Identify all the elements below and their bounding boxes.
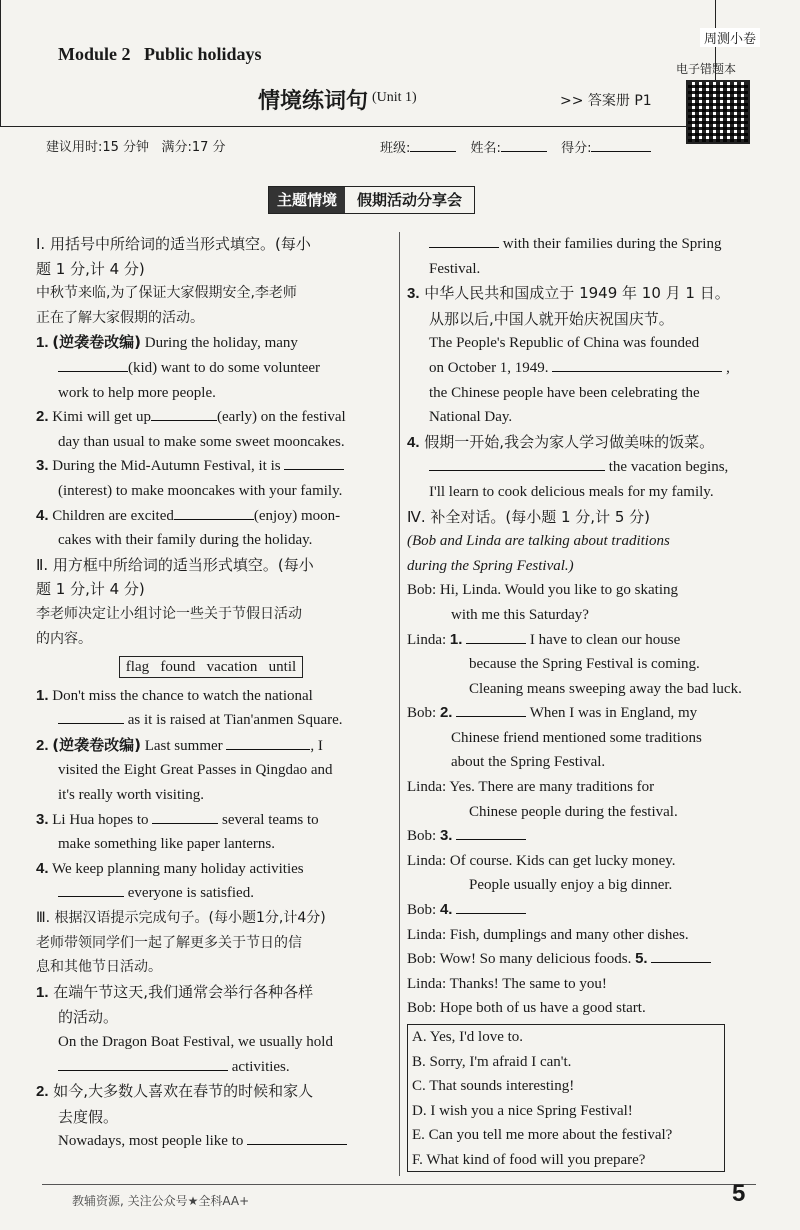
question-3-1: 1. 在端午节这天,我们通常会举行各种各样 xyxy=(36,982,314,1001)
option-e: E. Can you tell me more about the festival? xyxy=(412,1127,673,1144)
question-3-4: 4. 假期一开始,我会为家人学习做美味的饭菜。 xyxy=(407,432,715,451)
question-2-1b: as it is raised at Tian'anmen Square. xyxy=(36,708,386,733)
answer-blank[interactable] xyxy=(552,356,722,372)
section4-title: Ⅳ. 补全对话。(每小题 1 分,计 5 分) xyxy=(407,507,651,526)
answer-blank[interactable] xyxy=(151,405,217,421)
answer-blank[interactable] xyxy=(58,356,128,372)
question-1-1c: work to help more people. xyxy=(58,384,216,401)
dialog-line: Cleaning means sweeping away the bad luck. xyxy=(469,680,742,697)
question-2-2c: it's really worth visiting. xyxy=(58,787,205,804)
section1-intro: 中秋节来临,为了保证大家假期安全,李老师 xyxy=(36,285,297,302)
question-1-3b: (interest) to make mooncakes with your family. xyxy=(58,482,343,499)
option-d: D. I wish you a nice Spring Festival! xyxy=(412,1102,633,1119)
answer-blank[interactable] xyxy=(58,881,124,897)
question-3-1b: 的活动。 xyxy=(58,1008,119,1027)
answer-blank[interactable] xyxy=(247,1129,347,1145)
dialog-line: Linda: 1. I have to clean our house xyxy=(407,628,759,653)
dialog-line: because the Spring Festival is coming. xyxy=(469,656,700,673)
question-2-1: 1. Don't miss the chance to watch the national xyxy=(36,686,313,704)
answer-ref: >> 答案册 P1 xyxy=(560,93,652,109)
dialog-line: Bob: 4. xyxy=(407,898,759,923)
section1-title2: 题 1 分,计 4 分) xyxy=(36,259,145,278)
answer-blank[interactable] xyxy=(226,734,310,750)
section2-title2: 题 1 分,计 4 分) xyxy=(36,580,145,599)
dialog-line: Bob: 2. When I was in England, my xyxy=(407,701,759,726)
left-column xyxy=(36,232,386,1154)
question-3-3f: National Day. xyxy=(429,409,513,426)
answer-blank[interactable] xyxy=(456,701,526,717)
class-label: 班级: 姓名: 得分: xyxy=(380,136,651,156)
corner-tag: 周测小卷 xyxy=(700,28,760,47)
question-3-3b: 从那以后,中国人就开始庆祝国庆节。 xyxy=(429,309,674,328)
dialog-line: Chinese friend mentioned some traditions xyxy=(451,729,702,746)
section4-intro: (Bob and Linda are talking about traditions xyxy=(407,533,670,550)
section3-intro: 老师带领同学们一起了解更多关于节日的信 xyxy=(36,934,302,951)
word-box: flag found vacation until xyxy=(36,655,386,680)
options-box xyxy=(407,1024,725,1172)
section2-intro2: 的内容。 xyxy=(36,630,92,647)
question-2-3: 3. Li Hua hopes to several teams to xyxy=(36,808,386,833)
section3-intro2: 息和其他节日活动。 xyxy=(36,959,162,976)
theme-tag: 主题情境 xyxy=(269,187,345,213)
question-3-2d: with their families during the Spring xyxy=(407,232,759,257)
question-1-2b: day than usual to make some sweet mooncakes. xyxy=(58,433,345,450)
module-title: Module 2 Public holidays xyxy=(58,44,262,64)
page-number: 5 xyxy=(732,1180,746,1207)
column-divider xyxy=(399,232,400,1176)
answer-blank[interactable] xyxy=(456,898,526,914)
question-3-2: 2. 如今,大多数人喜欢在春节的时候和家人 xyxy=(36,1082,314,1101)
dialog-line: Chinese people during the festival. xyxy=(469,803,678,820)
section1-intro2: 正在了解大家假期的活动。 xyxy=(36,309,204,326)
question-1-1: 1. (逆袭卷改编) During the holiday, many xyxy=(36,333,298,352)
question-2-3b: make something like paper lanterns. xyxy=(58,836,276,853)
dialog-line: Bob: Hope both of us have a good start. xyxy=(407,1000,646,1017)
question-3-2b: 去度假。 xyxy=(58,1107,119,1126)
question-2-4: 4. We keep planning many holiday activities xyxy=(36,859,304,877)
footer-text: 教辅资源, 关注公众号★全科AA+ xyxy=(72,1194,250,1208)
question-3-4c: I'll learn to cook delicious meals for my family. xyxy=(429,483,714,500)
answer-blank[interactable] xyxy=(429,455,605,471)
question-3-2c: Nowadays, most people like to xyxy=(36,1129,386,1154)
header-unit: (Unit 1) xyxy=(372,90,417,105)
header-title: 情境练词句 xyxy=(258,89,369,114)
dialog-line: Bob: Hi, Linda. Would you like to go skating xyxy=(407,582,679,599)
option-b: B. Sorry, I'm afraid I can't. xyxy=(412,1053,572,1070)
dialog-line: Bob: 3. xyxy=(407,824,759,849)
dialog-line: Linda: Fish, dumplings and many other dishes. xyxy=(407,926,689,943)
right-column xyxy=(407,232,759,1021)
dialog-line: Linda: Thanks! The same to you! xyxy=(407,975,607,992)
question-3-1d: activities. xyxy=(36,1055,386,1080)
question-2-4b: everyone is satisfied. xyxy=(36,881,386,906)
question-2-2: 2. (逆袭卷改编) Last summer , I xyxy=(36,735,323,754)
answer-blank[interactable] xyxy=(58,1055,228,1071)
dialog-line: Linda: Yes. There are many traditions for xyxy=(407,779,655,796)
answer-blank[interactable] xyxy=(174,504,254,520)
dialog-line: Bob: Wow! So many delicious foods. 5. xyxy=(407,947,759,972)
question-2-2b: visited the Eight Great Passes in Qingdao and xyxy=(58,762,333,779)
option-c: C. That sounds interesting! xyxy=(412,1078,575,1095)
answer-blank[interactable] xyxy=(456,824,526,840)
option-f: F. What kind of food will you prepare? xyxy=(412,1151,646,1168)
answer-blank[interactable] xyxy=(429,232,499,248)
theme-banner xyxy=(268,186,475,214)
question-1-3: 3. During the Mid-Autumn Festival, it is xyxy=(36,454,386,479)
dialog-line: about the Spring Festival. xyxy=(451,754,606,771)
time-label: 建议用时:15 分钟 满分:17 分 xyxy=(46,140,226,155)
question-1-4: 4. Children are excited (enjoy) moon- xyxy=(36,504,386,529)
question-3-3c: The People's Republic of China was founded xyxy=(429,335,700,352)
section4-intro2: during the Spring Festival.) xyxy=(407,557,574,574)
question-3-3: 3. 中华人民共和国成立于 1949 年 10 月 1 日。 xyxy=(407,284,730,303)
answer-blank[interactable] xyxy=(651,947,711,963)
answer-blank[interactable] xyxy=(466,628,526,644)
question-1-1b: (kid) want to do some volunteer xyxy=(36,356,386,381)
section2-title: Ⅱ. 用方框中所给词的适当形式填空。(每小 xyxy=(36,555,314,574)
section2-intro: 李老师决定让小组讨论一些关于节假日活动 xyxy=(36,605,302,622)
question-3-3e: the Chinese people have been celebrating the xyxy=(429,384,700,401)
question-3-3d: on October 1, 1949. , xyxy=(407,356,759,381)
question-1-4b: cakes with their family during the holiday. xyxy=(58,532,313,549)
theme-title: 假期活动分享会 xyxy=(357,191,463,209)
question-3-4b: the vacation begins, xyxy=(407,455,759,480)
question-3-2e: Festival. xyxy=(429,260,481,277)
answer-blank[interactable] xyxy=(58,708,124,724)
dialog-line: Linda: Of course. Kids can get lucky money. xyxy=(407,852,676,869)
question-1-2: 2. Kimi will get up (early) on the festival xyxy=(36,405,386,430)
answer-blank[interactable] xyxy=(152,808,218,824)
answer-blank[interactable] xyxy=(284,454,344,470)
section3-title: Ⅲ. 根据汉语提示完成句子。(每小题1分,计4分) xyxy=(36,910,326,927)
option-a: A. Yes, I'd love to. xyxy=(412,1029,524,1045)
footer-rule xyxy=(42,1184,756,1185)
dialog-line: with me this Saturday? xyxy=(451,606,589,623)
dialog-line: People usually enjoy a big dinner. xyxy=(469,877,673,894)
qr-label: 电子错题本 xyxy=(676,62,737,76)
qr-code-icon[interactable] xyxy=(686,80,750,144)
section1-title: Ⅰ. 用括号中所给词的适当形式填空。(每小 xyxy=(36,235,311,253)
question-3-1c: On the Dragon Boat Festival, we usually hold xyxy=(58,1034,333,1050)
